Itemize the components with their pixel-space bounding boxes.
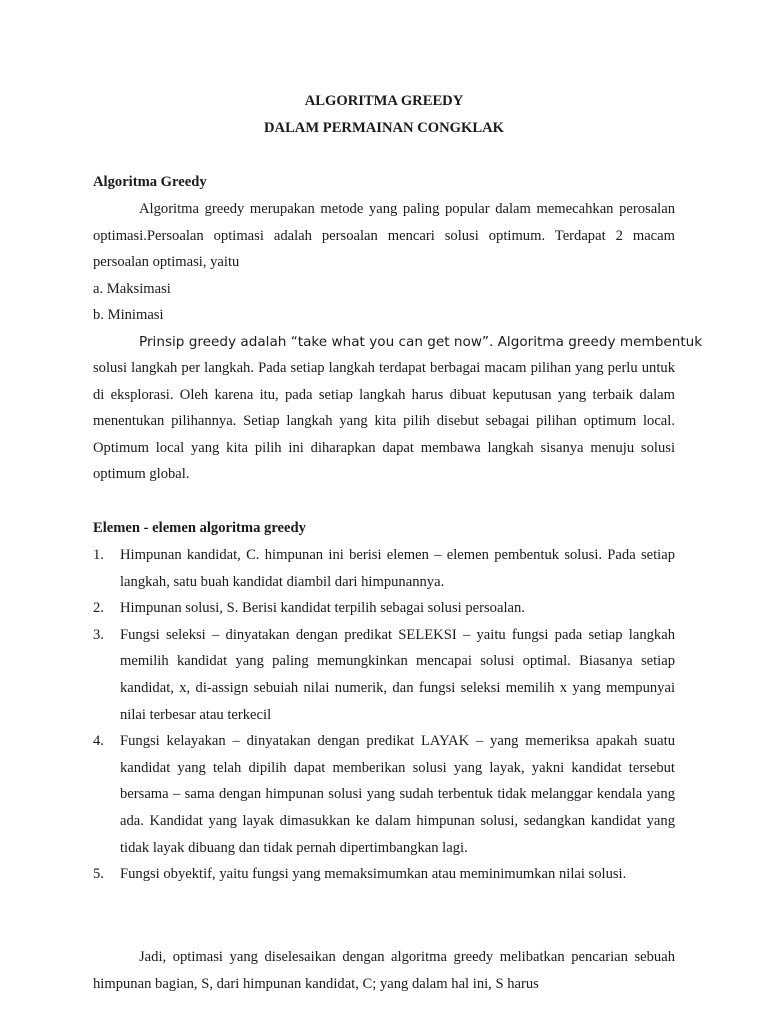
paragraph-principle-lead	[93, 329, 703, 356]
paragraph-closing: Jadi, optimasi yang diselesaikan dengan algoritma greedy melibatkan pencarian sebuah himpunan bagian, S, dari himpunan kandidat, C; yang dalam hal ini, S harus	[93, 949, 675, 992]
paragraph-greedy-intro: Algoritma greedy merupakan metode yang paling popular dalam memecahkan perosalan optimasi.Persoalan optimasi adalah persoalan mencari solusi optimum. Terdapat 2 macam persoalan optimasi, yaitu	[93, 201, 675, 271]
list-item-number: 3.	[93, 626, 104, 643]
list-item-text: Himpunan solusi, S. Berisi kandidat terpilih sebagai solusi persoalan.	[120, 600, 525, 617]
list-item-text: Himpunan kandidat, C. himpunan ini berisi elemen – elemen pembentuk solusi. Pada setiap langkah, satu buah kandidat diambil dari himpunannya.	[120, 547, 675, 590]
paragraph-principle-body: solusi langkah per langkah. Pada setiap langkah terdapat berbagai macam pilihan yang perlu untuk di eksplorasi. Oleh karena itu, pada setiap langkah harus dibuat keputusan yang terbaik dalam menentukan pilihannya. Setiap langkah yang kita pilih disebut sebagai pilihan optimum local. Optimum local yang kita pilih ini diharapkan dapat membawa langkah sisanya menuju solusi optimum global.	[93, 360, 675, 483]
elements-list	[93, 542, 675, 888]
section-heading-greedy: Algoritma Greedy	[93, 174, 207, 190]
list-item-number: 1.	[93, 547, 104, 563]
list-item-text: Fungsi kelayakan – dinyatakan dengan predikat LAYAK – yang memeriksa apakah suatu kandidat yang telah dipilih dapat memberikan solusi yang layak, yakni kandidat tersebut bersama – sama dengan himpunan solusi yang sudah terbentuk tidak melanggar kendala yang ada. Kandidat yang layak dimasukkan ke dalam himpunan solusi, sedangkan kandidat yang tidak layak dibuang dan tidak pernah dipertimbangkan lagi.	[120, 733, 675, 856]
list-item-number: 4.	[93, 733, 104, 750]
list-item	[93, 622, 675, 728]
list-item	[93, 728, 675, 861]
list-item	[93, 861, 675, 888]
list-item-number: 5.	[93, 866, 104, 883]
document-title: ALGORITMA GREEDY	[304, 93, 464, 109]
list-item-number: 2.	[93, 600, 104, 617]
list-item-maksimasi: a. Maksimasi	[93, 281, 171, 297]
list-item-text: Fungsi seleksi – dinyatakan dengan predikat SELEKSI – yaitu fungsi pada setiap langkah memilih kandidat yang paling memungkinkan mencapai solusi optimal. Biasanya setiap kandidat, x, di-assign sebuiah nilai numerik, dan fungsi seleksi memilih x yang mempunyai nilai terbesar atau terkecil	[120, 626, 675, 723]
principle-lead-text: Prinsip greedy adalah “take what you can get now”. Algoritma greedy membentuk	[139, 334, 703, 350]
list-item-minimasi: b. Minimasi	[93, 307, 164, 323]
list-item-text: Fungsi obyektif, yaitu fungsi yang memaksimumkan atau meminimumkan nilai solusi.	[120, 866, 627, 883]
document-subtitle: DALAM PERMAINAN CONGKLAK	[264, 120, 504, 136]
list-item	[93, 542, 675, 595]
list-item	[93, 595, 675, 622]
section-heading-elements: Elemen - elemen algoritma greedy	[93, 520, 306, 536]
